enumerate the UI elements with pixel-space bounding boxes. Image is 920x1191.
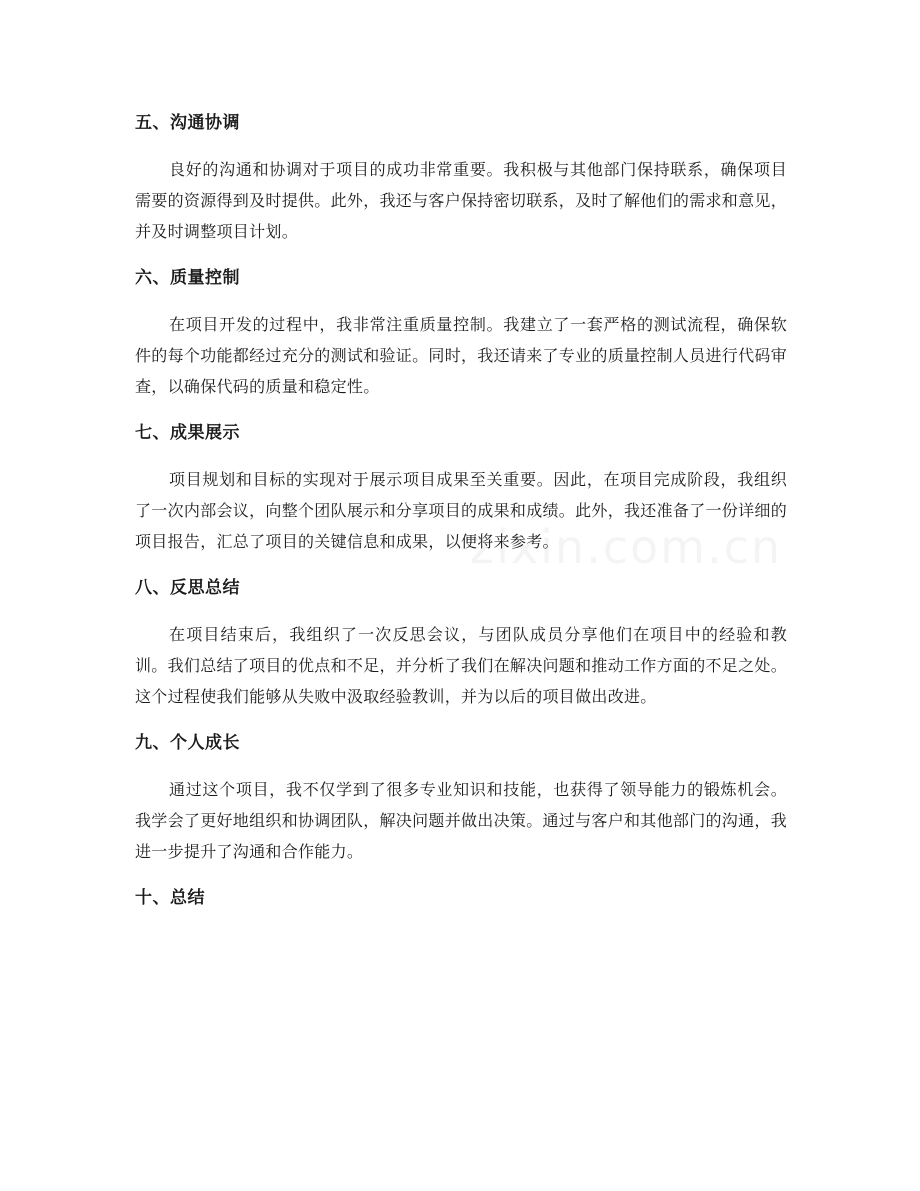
section-paragraph: 项目规划和目标的实现对于展示项目成果至关重要。因此，在项目完成阶段，我组织了一次内部会议，向整个团队展示和分享项目的成果和成绩。此外，我还准备了一份详细的项目报告，汇总了项目的关键信息和成果，以便将来参考。 bbox=[135, 470, 788, 551]
section-results bbox=[135, 416, 787, 557]
section-reflection bbox=[135, 571, 787, 712]
section-heading: 九、个人成长 bbox=[135, 733, 240, 753]
section-summary bbox=[135, 881, 787, 915]
section-heading: 十、总结 bbox=[135, 888, 205, 908]
section-quality-control bbox=[135, 261, 787, 402]
section-communication bbox=[135, 106, 787, 247]
section-paragraph: 通过这个项目，我不仅学到了很多专业知识和技能，也获得了领导能力的锻炼机会。我学会了更好地组织和协调团队，解决问题并做出决策。通过与客户和其他部门的沟通，我进一步提升了沟通和合作能力。 bbox=[135, 780, 788, 861]
section-paragraph: 在项目结束后，我组织了一次反思会议，与团队成员分享他们在项目中的经验和教训。我们总结了项目的优点和不足，并分析了我们在解决问题和推动工作方面的不足之处。这个过程使我们能够从失败中汲取经验教训，并为以后的项目做出改进。 bbox=[135, 625, 788, 706]
section-paragraph: 在项目开发的过程中，我非常注重质量控制。我建立了一套严格的测试流程，确保软件的每个功能都经过充分的测试和验证。同时，我还请来了专业的质量控制人员进行代码审查，以确保代码的质量和稳定性。 bbox=[135, 315, 788, 396]
section-heading: 六、质量控制 bbox=[135, 268, 240, 288]
section-paragraph: 良好的沟通和协调对于项目的成功非常重要。我积极与其他部门保持联系，确保项目需要的资源得到及时提供。此外，我还与客户保持密切联系，及时了解他们的需求和意见，并及时调整项目计划。 bbox=[135, 160, 788, 241]
section-heading: 七、成果展示 bbox=[135, 423, 240, 443]
section-personal-growth bbox=[135, 726, 787, 867]
section-heading: 五、沟通协调 bbox=[135, 113, 240, 133]
section-heading: 八、反思总结 bbox=[135, 578, 240, 598]
document-body bbox=[135, 106, 787, 929]
